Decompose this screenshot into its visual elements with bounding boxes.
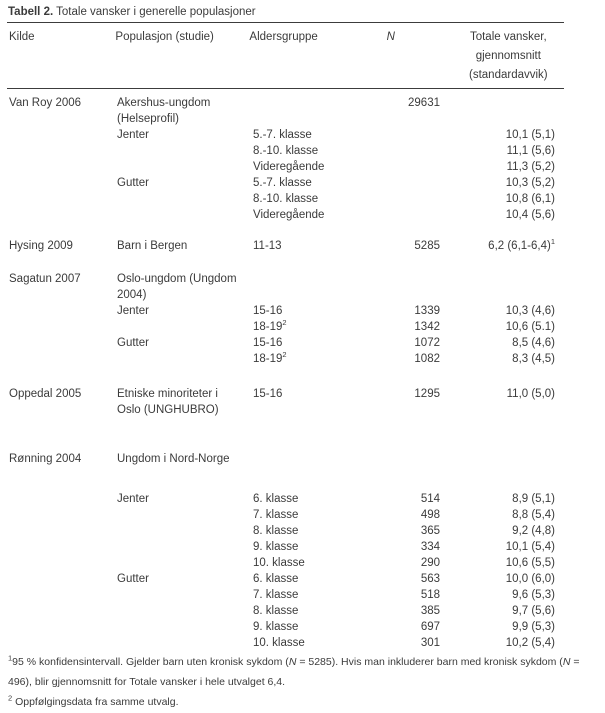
cell-n (353, 287, 440, 303)
footnote-2-marker: 2 (8, 693, 13, 703)
table-row (9, 271, 605, 287)
cell-aldersgruppe: 9. klasse (253, 541, 299, 553)
cell-n: 1082 (414, 353, 440, 365)
cell-kilde (9, 507, 117, 523)
cell-populasjon: Jenter (117, 129, 149, 141)
cell-populasjon: (Helseprofil) (117, 113, 179, 125)
cell-aldersgruppe: 11-13 (253, 240, 282, 252)
cell-aldersgruppe: $18-19^2$ (253, 350, 287, 365)
col-header-populasjon: Populasjon (studie) (115, 31, 214, 43)
cell-populasjon: Akershus-ungdom (117, 97, 211, 109)
table-row (9, 351, 605, 367)
table-row (9, 175, 605, 191)
cell-aldersgruppe: Videregående (253, 161, 325, 173)
col-header-totale-line2: gjennomsnitt (475, 50, 541, 62)
table-row (9, 402, 605, 418)
cell-aldersgruppe (253, 111, 353, 127)
cell-aldersgruppe: 15-16 (253, 305, 283, 317)
cell-verdi: 6,2 $(6,1-6,4)^1$ (488, 237, 555, 252)
cell-n (353, 207, 440, 223)
cell-verdi (440, 402, 555, 418)
cell-aldersgruppe: 8. klasse (253, 605, 299, 617)
cell-kilde (9, 523, 117, 539)
footnote-ref-2: 2 (282, 350, 287, 360)
cell-n: 301 (420, 637, 440, 649)
table-row (9, 159, 605, 175)
cell-n (353, 402, 440, 418)
cell-aldersgruppe: 8.-10. klasse (253, 193, 319, 205)
cell-populasjon (117, 191, 253, 207)
cell-verdi: 9,6 (5,3) (512, 589, 555, 601)
cell-verdi: 10,6 (5,5) (505, 557, 555, 569)
table-row (9, 191, 605, 207)
cell-verdi (440, 111, 555, 127)
table-row (9, 619, 605, 635)
cell-aldersgruppe: Videregående (253, 209, 325, 221)
cell-n (353, 159, 440, 175)
cell-aldersgruppe: 5.-7. klasse (253, 129, 312, 141)
table-row (9, 127, 605, 143)
table-row (9, 603, 605, 619)
table-row (9, 523, 605, 539)
cell-n: 365 (420, 525, 440, 537)
table-row (9, 539, 605, 555)
cell-kilde (9, 491, 117, 507)
cell-aldersgruppe (253, 402, 353, 418)
cell-kilde (9, 335, 117, 351)
cell-verdi: 9,2 (4,8) (512, 525, 555, 537)
cell-n: 498 (420, 509, 440, 521)
cell-aldersgruppe: 15-16 (253, 388, 283, 400)
cell-n: 1295 (414, 388, 440, 400)
cell-aldersgruppe: 8.-10. klasse (253, 145, 319, 157)
table-row (9, 111, 605, 127)
cell-populasjon: Gutter (117, 573, 149, 585)
footnote-2: $^2$ Oppfølgingsdata fra samme utvalg. (8, 693, 179, 708)
table-row (9, 287, 605, 303)
table-row (9, 507, 605, 523)
cell-aldersgruppe: $18-19^2$ (253, 318, 287, 333)
table-title-text: Totale vansker i generelle populasjoner (53, 6, 256, 18)
col-header-totale-line3: (standardavvik) (469, 69, 548, 81)
cell-populasjon: Oslo-ungdom (Ungdom (117, 273, 237, 285)
cell-aldersgruppe (253, 287, 353, 303)
cell-populasjon (117, 351, 253, 367)
cell-n (353, 451, 440, 467)
cell-verdi (440, 95, 555, 111)
cell-kilde: Sagatun 2007 (9, 273, 81, 285)
cell-verdi: 8,8 (5,4) (512, 509, 555, 521)
cell-kilde: Van Roy 2006 (9, 97, 82, 109)
cell-populasjon: Ungdom i Nord-Norge (117, 453, 230, 465)
cell-populasjon (117, 159, 253, 175)
cell-populasjon: Oslo (UNGHUBRO) (117, 404, 219, 416)
cell-n: 1342 (414, 321, 440, 333)
cell-n: 5285 (414, 240, 440, 252)
table-row (9, 207, 605, 223)
col-header-n-label: N (386, 31, 395, 43)
cell-verdi (440, 451, 555, 467)
cell-kilde: Hysing 2009 (9, 240, 73, 252)
table-title-label: Tabell 2. (8, 6, 54, 18)
cell-populasjon: Etniske minoriteter i (117, 388, 218, 400)
cell-n (353, 191, 440, 207)
cell-kilde (9, 555, 117, 571)
cell-verdi: 8,9 (5,1) (512, 493, 555, 505)
cell-kilde (9, 143, 117, 159)
table-footnotes (8, 652, 605, 712)
cell-kilde (9, 127, 117, 143)
footnote-1-line2: 496), blir gjennomsnitt for Totale vansker i hele utvalget 6,4. (8, 676, 286, 688)
cell-kilde (9, 619, 117, 635)
cell-verdi: 8,3 (4,5) (512, 353, 555, 365)
table-row (9, 571, 605, 587)
cell-n: 334 (420, 541, 440, 553)
cell-n (353, 175, 440, 191)
cell-kilde (9, 207, 117, 223)
cell-aldersgruppe: 6. klasse (253, 493, 299, 505)
cell-aldersgruppe: 8. klasse (253, 525, 299, 537)
table-row (9, 319, 605, 335)
cell-populasjon: Jenter (117, 493, 149, 505)
cell-kilde (9, 351, 117, 367)
cell-populasjon (117, 587, 253, 603)
cell-n (353, 127, 440, 143)
cell-populasjon: Jenter (117, 305, 149, 317)
cell-aldersgruppe: 10. klasse (253, 637, 305, 649)
cell-n: 29631 (408, 97, 440, 109)
cell-n (353, 143, 440, 159)
cell-kilde (9, 175, 117, 191)
cell-aldersgruppe: 5.-7. klasse (253, 177, 312, 189)
cell-verdi: 10,1 (5,4) (505, 541, 555, 553)
cell-verdi: 11,1 (5,6) (506, 145, 555, 157)
cell-populasjon: Gutter (117, 177, 149, 189)
cell-verdi: 10,4 (5,6) (505, 209, 555, 221)
cell-kilde (9, 402, 117, 418)
table-row (9, 587, 605, 603)
cell-verdi: 10,6 (5.1) (505, 321, 555, 333)
table-title (8, 5, 605, 20)
table-row (9, 143, 605, 159)
cell-populasjon: 2004) (117, 289, 147, 301)
cell-populasjon (117, 539, 253, 555)
cell-verdi: 11,0 (5,0) (506, 388, 555, 400)
col-header-totale-vansker (434, 28, 565, 85)
cell-kilde (9, 571, 117, 587)
cell-n: 1072 (414, 337, 440, 349)
cell-verdi: 10,0 (6,0) (505, 573, 555, 585)
cell-aldersgruppe (253, 95, 353, 111)
cell-n: 1339 (414, 305, 440, 317)
cell-kilde (9, 111, 117, 127)
table-row (9, 555, 605, 571)
footnote-1-marker: 1 (8, 653, 13, 663)
cell-aldersgruppe (253, 451, 353, 467)
table-row (9, 238, 605, 254)
cell-kilde (9, 319, 117, 335)
cell-n (353, 111, 440, 127)
cell-populasjon (117, 207, 253, 223)
cell-kilde (9, 159, 117, 175)
cell-aldersgruppe: 6. klasse (253, 573, 299, 585)
cell-kilde (9, 603, 117, 619)
table-row (9, 451, 605, 467)
cell-kilde (9, 635, 117, 651)
cell-verdi: 10,3 (5,2) (505, 177, 555, 189)
cell-n: 518 (420, 589, 440, 601)
cell-n: 290 (420, 557, 440, 569)
cell-aldersgruppe (253, 271, 353, 287)
cell-kilde (9, 303, 117, 319)
cell-verdi: 9,7 (5,6) (512, 605, 555, 617)
cell-populasjon (117, 635, 253, 651)
cell-kilde: Rønning 2004 (9, 453, 82, 465)
cell-populasjon (117, 319, 253, 335)
cell-n: 514 (420, 493, 440, 505)
cell-populasjon (117, 523, 253, 539)
table-body (9, 89, 605, 651)
cell-aldersgruppe: 7. klasse (253, 509, 299, 521)
cell-verdi: 11,3 (5,2) (506, 161, 555, 173)
table-row (9, 635, 605, 651)
cell-verdi (440, 287, 555, 303)
cell-aldersgruppe: 7. klasse (253, 589, 299, 601)
footnote-ref-2: 2 (282, 318, 287, 328)
cell-populasjon (117, 507, 253, 523)
cell-verdi: 8,5 (4,6) (512, 337, 555, 349)
cell-verdi: 10,2 (5,4) (505, 637, 555, 649)
cell-verdi (440, 271, 555, 287)
footnote-ref-1: 1 (550, 237, 555, 247)
col-header-n (348, 28, 434, 85)
cell-verdi: 10,3 (4,6) (505, 305, 555, 317)
cell-aldersgruppe: 10. klasse (253, 557, 305, 569)
cell-populasjon (117, 555, 253, 571)
cell-n: 385 (420, 605, 440, 617)
table-row (9, 95, 605, 111)
table-row (9, 491, 605, 507)
italic-n: N (562, 656, 571, 668)
cell-aldersgruppe: 9. klasse (253, 621, 299, 633)
table-row (9, 303, 605, 319)
cell-n (353, 271, 440, 287)
cell-kilde: Oppedal 2005 (9, 388, 82, 400)
cell-populasjon: Barn i Bergen (117, 240, 188, 252)
italic-n: N (288, 656, 297, 668)
cell-verdi: 10,8 (6,1) (505, 193, 555, 205)
cell-populasjon (117, 619, 253, 635)
cell-n: 697 (420, 621, 440, 633)
cell-populasjon (117, 143, 253, 159)
cell-kilde (9, 287, 117, 303)
cell-verdi: 10,1 (5,1) (505, 129, 555, 141)
col-header-totale-line1: Totale vansker, (469, 31, 547, 43)
table-row (9, 335, 605, 351)
cell-kilde (9, 587, 117, 603)
cell-n: 563 (420, 573, 440, 585)
col-header-aldersgruppe: Aldersgruppe (249, 31, 318, 43)
table-row (9, 386, 605, 402)
cell-populasjon (117, 603, 253, 619)
table-header-row (9, 23, 565, 88)
cell-kilde (9, 539, 117, 555)
footnote-1-line1: $^1$95 % konfidensintervall. Gjelder barn uten kronisk sykdom (N = 5285). Hvis man inkluderer barn med kronisk sykdom (N = (8, 653, 580, 668)
cell-populasjon: Gutter (117, 337, 149, 349)
cell-kilde (9, 191, 117, 207)
cell-aldersgruppe: 15-16 (253, 337, 283, 349)
col-header-kilde: Kilde (9, 31, 35, 43)
cell-verdi: 9,9 (5,3) (512, 621, 555, 633)
